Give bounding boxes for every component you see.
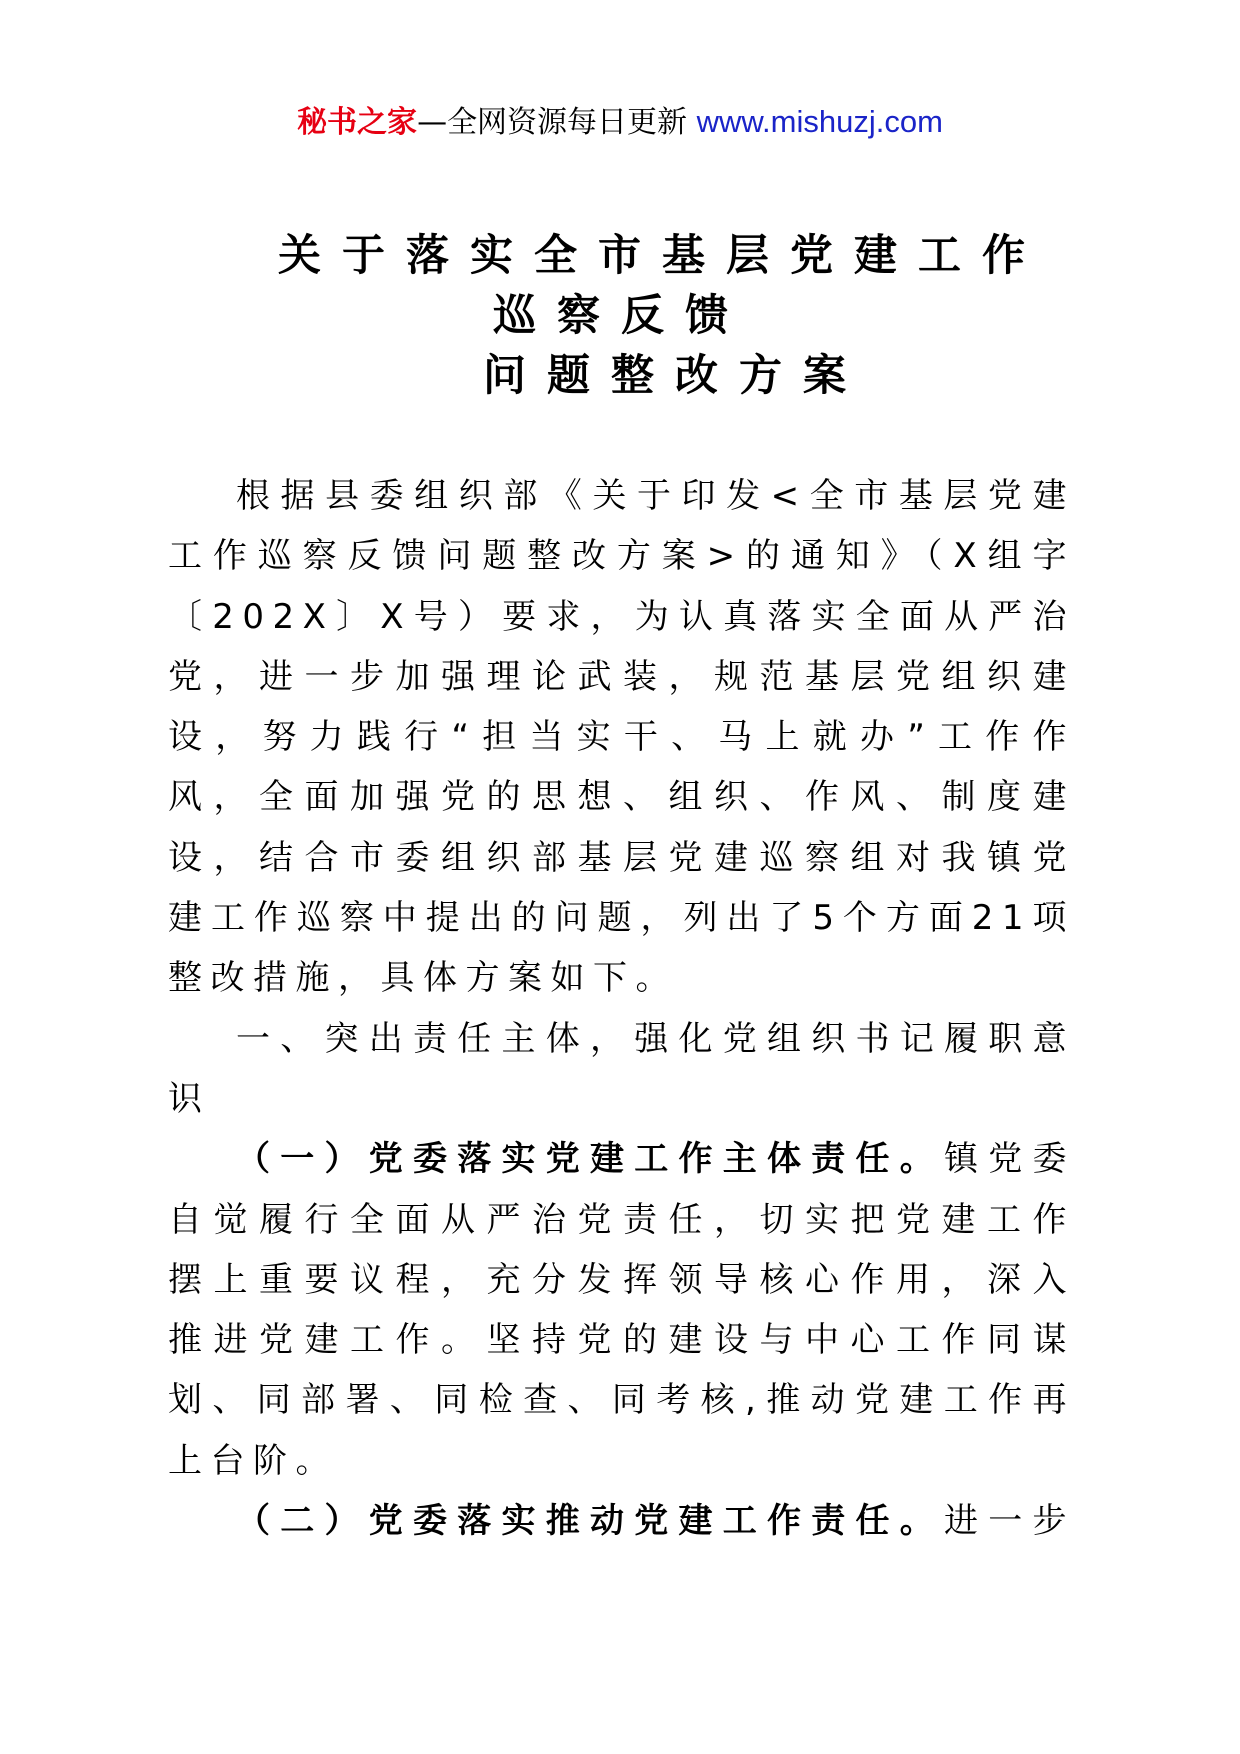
intro-line: 设，结合市委组织部基层党建巡察组对我镇党 <box>168 837 1075 878</box>
section-heading-line: 一、突出责任主体，强化党组织书记履职意 <box>236 1018 1075 1059</box>
item-heading: （一）党委落实党建工作主体责任。 <box>236 1139 944 1180</box>
document-title-line-3: 问题整改方案 <box>483 351 867 401</box>
intro-line: 建工作巡察中提出的问题，列出了5个方面21项 <box>168 898 1075 939</box>
document-title-line-2: 巡察反馈 <box>493 291 749 341</box>
intro-line: 整改措施，具体方案如下。 <box>168 958 678 999</box>
brand-name: 秘书之家 <box>297 105 418 140</box>
item-line: 划、同部署、同检查、同考核,推动党建工作再 <box>168 1380 1075 1421</box>
item-line: 自觉履行全面从严治党责任，切实把党建工作 <box>168 1199 1075 1240</box>
item-heading: （二）党委落实推动党建工作责任。 <box>236 1501 944 1542</box>
document-body <box>168 466 1075 1551</box>
item-heading-tail: 镇党委 <box>944 1139 1075 1180</box>
intro-line: 〔202X〕X号）要求，为认真落实全面从严治 <box>168 596 1075 637</box>
intro-line: 根据县委组织部《关于印发<全市基层党建 <box>236 476 1075 516</box>
site-url-link[interactable]: www.mishuzj.com <box>696 104 943 139</box>
site-header <box>0 100 1240 145</box>
intro-line: 党，进一步加强理论武装，规范基层党组织建 <box>168 656 1075 697</box>
intro-line: 风，全面加强党的思想、组织、作风、制度建 <box>168 777 1075 818</box>
item-line: 推进党建工作。坚持党的建设与中心工作同谋 <box>168 1320 1075 1361</box>
section-heading-line: 识 <box>168 1078 211 1119</box>
document-title-line-1: 关于落实全市基层党建工作 <box>278 231 1046 281</box>
item-line: 上台阶。 <box>168 1440 338 1481</box>
intro-line: 工作巡察反馈问题整改方案>的通知》（X组字 <box>168 536 1075 577</box>
intro-line: 设，努力践行“担当实干、马上就办”工作作 <box>168 717 1075 758</box>
item-heading-line <box>168 1129 1075 1189</box>
item-line: 摆上重要议程，充分发挥领导核心作用，深入 <box>168 1259 1075 1300</box>
header-slogan: —全网资源每日更新 <box>417 105 688 140</box>
item-heading-tail: 进一步 <box>944 1501 1075 1542</box>
item-heading-line <box>168 1491 1075 1551</box>
